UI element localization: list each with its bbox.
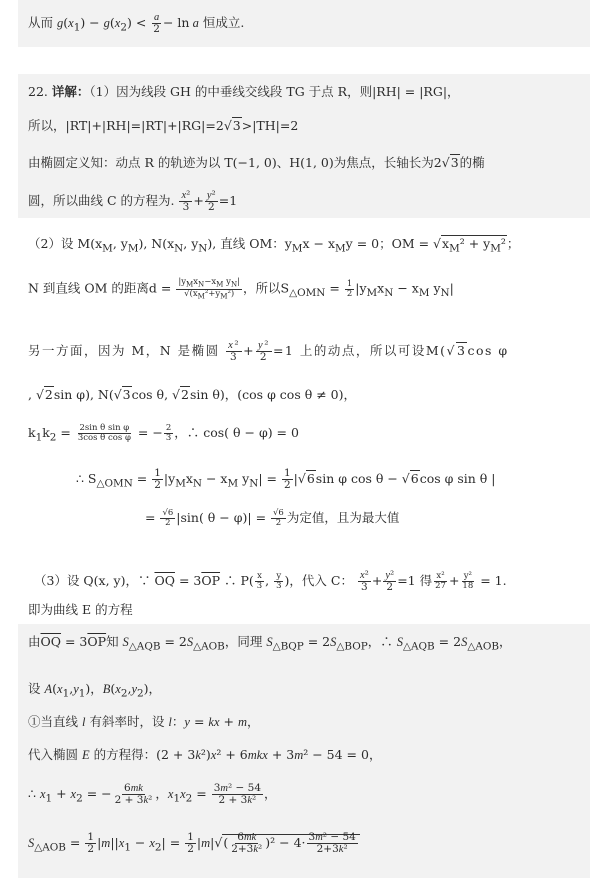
line-2: 22. 详解：（1）因为线段 GH 的中垂线交线段 TG 于点 R，则|RH| = |RG|，	[28, 84, 460, 99]
line-10: $k_1k_2$ = $\frac{\text{2sin θ sin φ}}{\text{3cos θ cos φ}}$ = − $\frac{2}{3}$ ，∴ cos( θ − φ) = 0	[28, 423, 299, 444]
line-11: ∴ $S_{\triangle OMN}$ = $\frac{1}{2}$ $|y_Mx_N - x_M$ $y_N|$ = $\frac{1}{2}$ |√6sin φ cos θ − √6cos φ sin θ |	[76, 467, 496, 491]
line-6: （2）设 $M(x_M$, $y_M$), $N(x_N$, $y_N$), 直线 OM：$y_Mx - x_My = 0$；OM = $√x_M^2 + y_M^2$；	[28, 236, 520, 255]
line-1: 从而 $g(x_1) - g(x_2)$ < $\frac{a}{2}$ − ln a 恒成立.	[28, 12, 245, 35]
line-7: N 到直线 OM 的距离d = $\frac{|y_Mx_N-x_M y_N|}{√(x_M^2+y_M^2)}$ ，所以$S_{\triangle OMN}$ = $\frac{1}{2}$ $|y_Mx_N - x_M$ $y_N|$	[28, 277, 454, 301]
line-8: 另一方面，因为 M，N 是椭圆 $\frac{\text{x²}}{3}$ + $\frac{\text{y²}}{2}$ =1 上的动点，所以可设M(√3cos φ	[28, 339, 509, 363]
line-15: 由$\overline{OQ} = 3\overline{OP}$知 $S_{\triangle AQB} = 2S_{\triangle AOB}$，同理 $S_{\triangle BQP} = 2S_{\triangle BOP}$，∴ $S_{\triangle AQB} = 2S_{\triangle AOB}$，	[28, 634, 512, 653]
line-14: 即为曲线 E 的方程	[28, 602, 133, 617]
line-9: , √2sin φ), N(√3cos θ, √2sin θ)，(cos φ cos θ ≠ 0)，	[28, 387, 356, 402]
line-12: = $\frac{√6}{2}$ |sin( θ − φ)| = $\frac{√6}{2}$ 为定值，且为最大值	[145, 508, 400, 528]
line-18: 代入椭圆 E 的方程得：(2 + 3k²)x² + 6mkx + 3m² − 54 = 0，	[28, 747, 382, 762]
line-16: 设 $A(x_1,y_1)$，$B(x_2,y_2)$，	[28, 681, 162, 700]
line-19: ∴ $x_1 + x_2$ = − $\frac{6mk}{\text{2 + 3k²}}$ ，$x_1x_2$ = $\frac{\text{3m² − 54}}{\text{2 + 3k²}}$ ，	[28, 782, 277, 806]
line-17: ①当直线 l 有斜率时，设 l：y = kx + m，	[28, 714, 260, 729]
line-20: $S_{\triangle AOB}$ = $\frac{1}{2}$ $|m||x_1 - x_2|$ = $\frac{1}{2}$ |m|√( $\frac{6mk}{\text{2+3k²}}$ )² − 4· $\frac{\text{3m² − 54}}{\text{2+3k²}}$	[28, 832, 360, 857]
line-13: （3）设 Q(x, y)，∵ $\overline{OQ} = 3\overline{OP}$ ∴ P( $\frac{x}{3}$ , $\frac{y}{3}$ )，代入 C： $\frac{\text{x²}}{3}$ + $\frac{\text{y²}}{2}$ =1 得 $\frac{\text{x²}}{27}$ + $\frac{\text{y²}}{18}$ = 1.	[34, 569, 507, 593]
line-3: 所以，|RT|+|RH|=|RT|+|RG|=2√3>|TH|=2	[28, 118, 299, 133]
line-5: 圆，所以曲线 C 的方程为. $\frac{\text{x²}}{3}$ + $\frac{\text{y²}}{2}$ =1	[28, 189, 238, 213]
line-4: 由椭圆定义知：动点 R 的轨迹为以 T(−1, 0)、H(1, 0)为焦点，长轴长为2√3的椭	[28, 155, 485, 170]
